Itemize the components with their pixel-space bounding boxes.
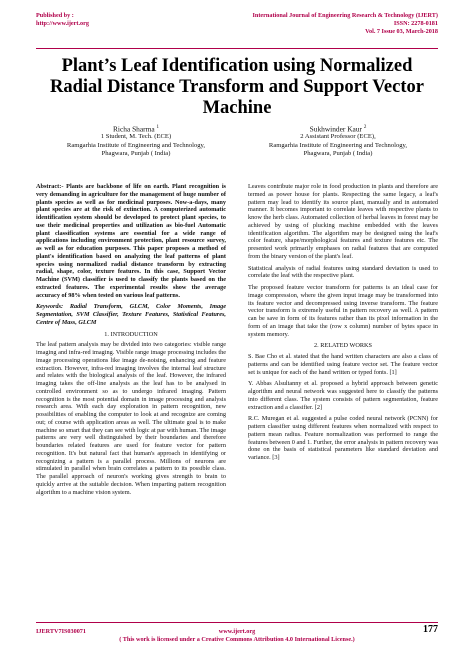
author-1	[36, 123, 236, 158]
keywords: Keywords: Radial Transform, GLCM, Color Moments, Image Segmentation, SVM Classifier, Texture Features, Statistical Features, Centre of Mass, GLCM	[36, 303, 226, 326]
title-line: Radial Distance Transform and Support Vector	[50, 77, 424, 97]
publisher-block	[36, 12, 89, 28]
right-column	[248, 183, 438, 466]
journal-url-link[interactable]: http://www.ijert.org	[36, 20, 89, 27]
related-work-paragraph: S. Bae Cho et al. stated that the hand written characters are also a class of patterns and can be identified using feature vector set. The feature vector set is unique for each of the hand written or typed fonts. [1]	[248, 353, 438, 376]
body-paragraph: Statistical analysis of radial features using standard deviation is used to correlate the leaf with the respective plant.	[248, 264, 438, 280]
left-column	[36, 183, 226, 500]
header-divider	[36, 48, 438, 49]
title-line: Machine	[202, 98, 272, 118]
author-superscript: 1	[156, 125, 160, 130]
footer-divider	[36, 622, 438, 623]
body-paragraph: The proposed feature vector transform for patterns is an ideal case for image compression, where the given input image may be transformed into its feature vector and decompressed using inverse transform. The feature vector transform is extremely useful in pattern recovery as well. A pattern can be save in form of its features rather than its pixel information in the form of an image that take the (row x column) number of bytes space in system memory.	[248, 284, 438, 338]
author-affiliation-line: 1 Student, M. Tech. (ECE)	[100, 133, 172, 141]
title-line: Plant’s Leaf Identification using Normalized	[61, 56, 413, 76]
author-2	[238, 123, 438, 158]
body-paragraph: Leaves contribute major role in food production in plants and therefore are termed as power house for plants. Respecting the same legacy, a leaf's pattern may lead to identify its source plant, manually and in automated manner. It becomes important to correlate leaves with respective plants to know the herb class. Automated collection of herbal leaves in forest may be achieved by using of plucking machine embedded with the leaves identification algorithm. The algorithm may be designed using the leaf's color feature, shape/morphological features and texture features etc. The presented work primarily emphases on radial features that are computed from the binary version of the plant's leaf.	[248, 183, 438, 260]
author-name: Sukhwinder Kaur	[309, 124, 362, 134]
paper-title	[36, 56, 438, 119]
volume-issue: Vol. 7 Issue 03, March-2018	[365, 28, 438, 35]
license-text: ( This work is licensed under a Creative Commons Attribution 4.0 International License.)	[119, 636, 355, 643]
section-heading-introduction: 1. INTRODUCTION	[104, 330, 158, 338]
author-affiliation-line: Phagwara, Punjab ( India)	[303, 149, 373, 157]
paper-id: IJERTV7IS030071	[36, 628, 86, 635]
published-by-label: Published by :	[36, 12, 74, 19]
page-footer	[36, 624, 438, 650]
abstract: Abstract:- Plants are backbone of life on earth. Plant recognition is very demanding in agriculture for the management of huge number of plants species as well as for medicinal purposes. Now-a-days, many plant species are at the risk of extinction. A computerized automatic identification system should be developed to protect plant species, to use their medicinal properties and utilization as bio-fuel Automatic plant classification systems are essential for a wide range of applications including environment protection, plant resource survey, as well as for education purposes. This paper proposes a method of plant's identification based on analyzing the leaf patterns of plant species using normalized radial distance transform by extracting radial, shape, color, texture features. In this case, Support Vector Machine (SVM) classifier is used to classify the plants based on the extracted features. The experimental results show the average accuracy of 98% when tested on various leaf patterns.	[36, 183, 226, 299]
author-name: Richa Sharma	[112, 124, 155, 134]
author-affiliation-line: Ramgarhia Institute of Engineering and Technology,	[268, 141, 408, 149]
page-header	[36, 12, 438, 46]
author-affiliation-line: Ramgarhia Institute of Engineering and Technology,	[66, 141, 206, 149]
related-work-paragraph: R.C. Muregan et al. suggested a pulse coded neural network (PCNN) for pattern classifier using different features when normalized with respect to pattern mean radius. Feature normalization was performed to range the features between 0 and 1. Further, the error analysis in pattern recovery was done on the basis of statistical parameters like standard deviation and variance. [3]	[248, 415, 438, 461]
footer-center	[36, 624, 438, 644]
journal-info-block	[253, 12, 438, 36]
section-heading-related-works: 2. RELATED WORKS	[313, 342, 373, 350]
issn: ISSN: 2278-0181	[393, 20, 438, 27]
page-number: 177	[423, 624, 438, 635]
author-superscript: 2	[363, 125, 367, 130]
journal-name: International Journal of Engineering Research & Technology (IJERT)	[252, 12, 438, 19]
footer-url-link[interactable]: www.ijert.org	[218, 628, 256, 635]
related-work-paragraph: Y. Abbas Alsultanny et al. proposed a hybrid approach between genetic algorithm and neural network was suggested here to classify the patterns into different class. The system consists of pattern segmentation, feature extraction and a classifier. [2]	[248, 380, 438, 411]
introduction-paragraph: The leaf pattern analysis may be divided into two categories: visible range imaging and infra-red imaging. Visible range image processing includes the image processing operations like image de-noising, enhancing and feature extraction. However, infra-red imaging involves the internal leaf structure and relates with the biological analysis of the leaf. However, the infrared imaging takes the off-line analysis as the leaf has to be analysed in controlled environment so as to undergo infrared imaging. Pattern recognition is the most potential domain in image processing and analysis research area. With each day exploration in pattern recognition, new possibilities of enabling the computer to look at and recognize are coming out; of course with application areas as well. The ultimate goal is to make machine so smart that they can see with logic at par with human. The image patterns are very well distinguished by their boundaries and therefore boundaries related features are used for feature vector for pattern recognition. It's but natural fact that human's approach in identifying or recognizing a pattern is a parallel process. Millions of neurons are stimulated in parallel when brain correlates a pattern to its possible class. The parallel approach of neuron's working gives strength to brain to quickly arrive at the suitable decision. When imparting pattern recognition algorithm to a machine vision system.	[36, 341, 226, 496]
author-affiliation-line: 2 Assistant Professor (ECE),	[300, 133, 376, 141]
author-affiliation-line: Phagwara, Punjab ( India)	[101, 149, 171, 157]
author-block	[36, 123, 438, 173]
